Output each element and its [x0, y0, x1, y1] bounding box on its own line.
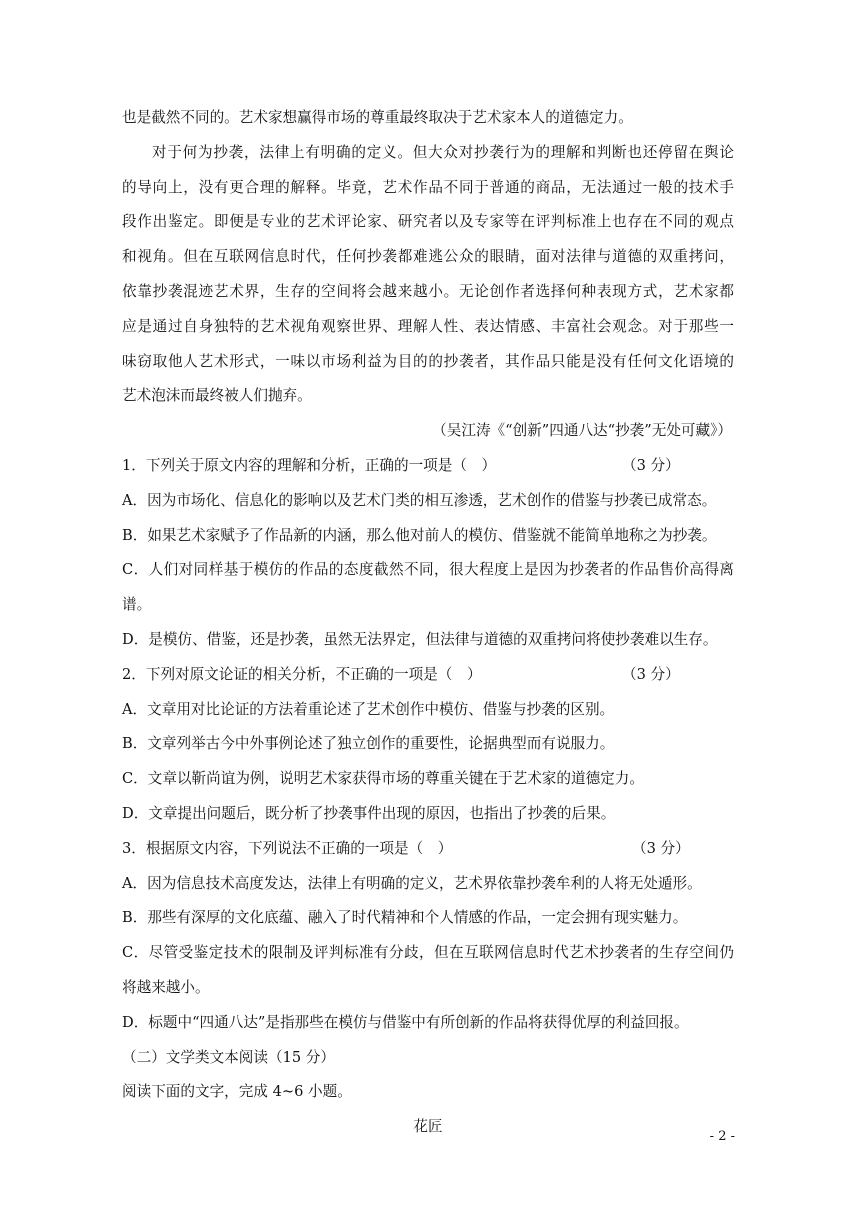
- option-c: C．人们对同样基于模仿的作品的态度截然不同，很大程度上是因为抄袭者的作品售价高得离: [122, 561, 734, 579]
- question-points: （3 分）: [632, 839, 690, 857]
- section-heading: （二）文学类文本阅读（15 分）: [122, 1048, 335, 1066]
- option-b: B．那些有深厚的文化底蕴、融入了时代精神和个人情感的作品，一定会拥有现实魅力。: [122, 909, 688, 927]
- option-c: C．尽管受鉴定技术的限制及评判标准有分歧，但在互联网信息时代艺术抄袭者的生存空间仍: [122, 944, 734, 962]
- question-stem: [122, 839, 734, 858]
- option-b: B．如果艺术家赋予了作品新的内涵，那么他对前人的模仿、借鉴就不能简单地称之为抄袭。: [122, 526, 717, 544]
- paragraph-main: [122, 143, 734, 406]
- paragraph-main-line: 应是通过自身独特的艺术视角观察世界、理解人性、表达情感、丰富社会观念。对于那些一: [122, 317, 734, 335]
- option-c: C．文章以靳尚谊为例，说明艺术家获得市场的尊重关键在于艺术家的道德定力。: [122, 770, 644, 788]
- option-d: D．是模仿、借鉴，还是抄袭，虽然无法界定，但法律与道德的双重拷问将使抄袭难以生存。: [122, 630, 718, 648]
- paragraph-main-line: 对于何为抄袭，法律上有明确的定义。但大众对抄袭行为的理解和判断也还停留在舆论: [152, 143, 734, 161]
- document-content: [122, 108, 734, 1152]
- story-title: 花匠: [413, 1118, 443, 1136]
- question-2: [122, 665, 734, 823]
- option-d: D．标题中“四通八达”是指那些在模仿与借鉴中有所创新的作品将获得优厚的利益回报。: [122, 1013, 689, 1031]
- question-stem: [122, 456, 734, 475]
- paragraph-main-line: 的导向上，没有更合理的解释。毕竟，艺术作品不同于普通的商品，无法通过一般的技术手: [122, 178, 734, 196]
- question-stem-text: 2．下列对原文论证的相关分析，不正确的一项是（ ）: [122, 665, 482, 683]
- paragraph-main-line: 艺术泡沫而最终被人们抛弃。: [122, 387, 312, 405]
- question-1: [122, 456, 734, 649]
- option-d: D．文章提出问题后，既分析了抄袭事件出现的原因，也指出了抄袭的后果。: [122, 804, 616, 822]
- paragraph-end-line: 也是截然不同的。艺术家想赢得市场的尊重最终取决于艺术家本人的道德定力。: [122, 109, 633, 126]
- option-c-continued: 将越来越小。: [122, 978, 210, 996]
- option-a: A．因为市场化、信息化的影响以及艺术门类的相互渗透，艺术创作的借鉴与抄袭已成常态。: [122, 491, 717, 509]
- paragraph-main-line: 和视角。但在互联网信息时代，任何抄袭都难逃公众的眼睛，面对法律与道德的双重拷问，: [122, 248, 734, 266]
- source-citation: （吴江涛《“创新”四通八达“抄袭”无处可藏》）: [432, 422, 732, 440]
- paragraph-main-line: 段作出鉴定。即便是专业的艺术评论家、研究者以及专家等在评判标准上也存在不同的观点: [122, 213, 734, 231]
- question-points: （3 分）: [622, 665, 680, 683]
- reading-instruction: 阅读下面的文字，完成 4~6 小题。: [122, 1083, 352, 1101]
- paragraph-main-line: 味窃取他人艺术形式，一味以市场利益为目的的抄袭者，其作品只能是没有任何文化语境的: [122, 352, 734, 370]
- page-number: - 2 -: [709, 1129, 735, 1144]
- option-b: B．文章列举古今中外事例论述了独立创作的重要性，论据典型而有说服力。: [122, 735, 615, 753]
- question-points: （3 分）: [622, 456, 680, 474]
- option-a: A．文章用对比论证的方法着重论述了艺术创作中模仿、借鉴与抄袭的区别。: [122, 700, 615, 718]
- question-stem-text: 3．根据原文内容，下列说法不正确的一项是（ ）: [122, 839, 453, 857]
- option-c-continued: 谱。: [122, 596, 152, 614]
- paragraph-main-line: 依靠抄袭混迹艺术界，生存的空间将会越来越小。无论创作者选择何种表现方式，艺术家都: [122, 282, 734, 300]
- question-stem: [122, 665, 734, 684]
- question-3: [122, 839, 734, 1032]
- option-a: A．因为信息技术高度发达，法律上有明确的定义，艺术界依靠抄袭牟利的人将无处遁形。: [122, 874, 702, 892]
- question-stem-text: 1．下列关于原文内容的理解和分析，正确的一项是（ ）: [122, 456, 497, 474]
